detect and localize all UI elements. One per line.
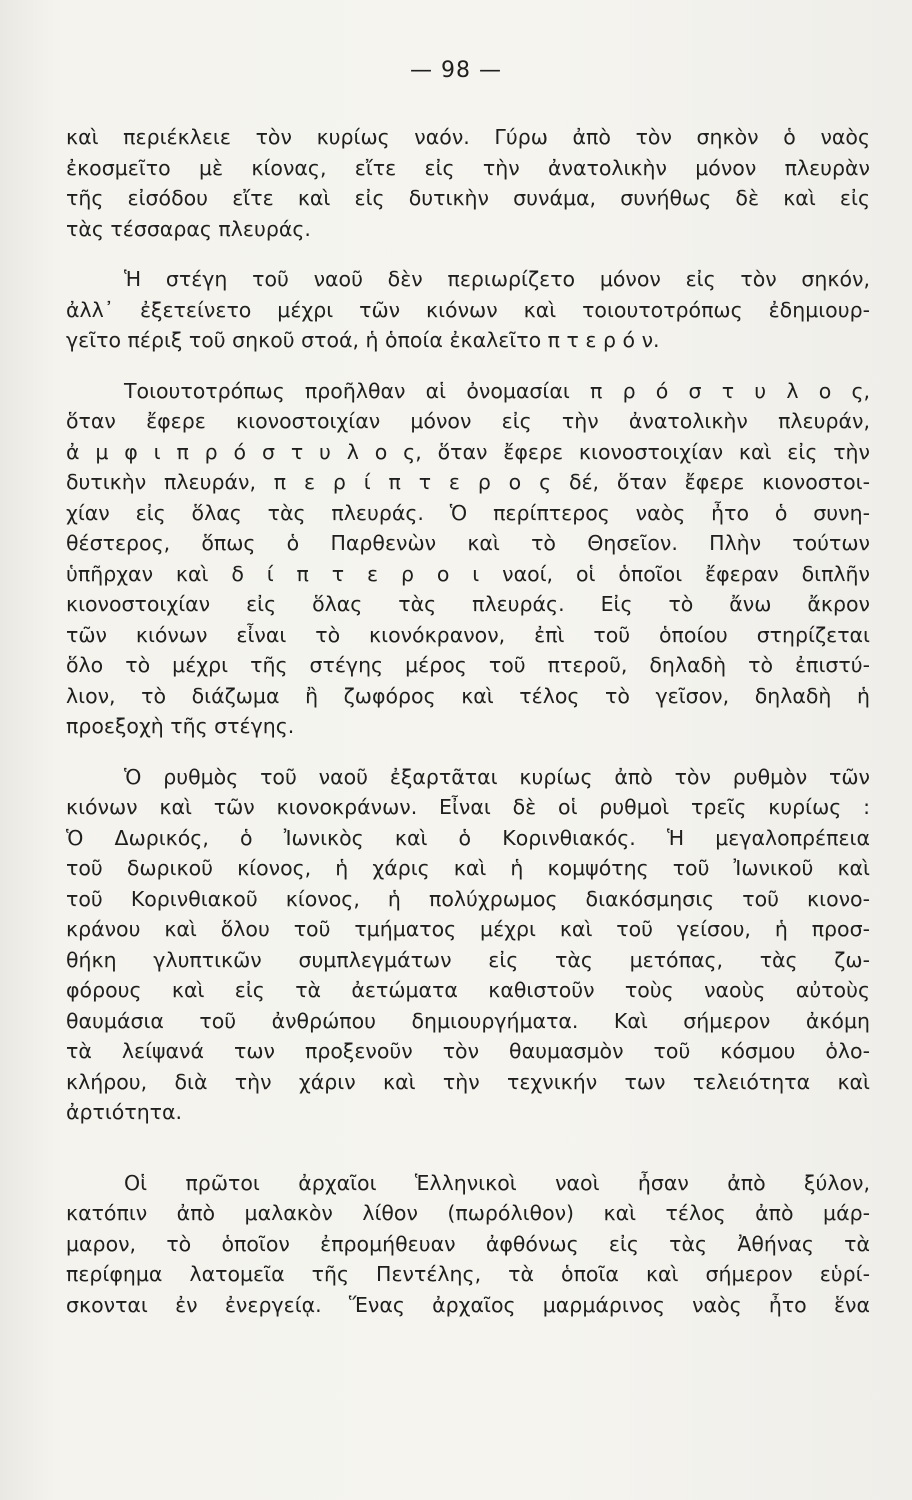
text-line: Οἱ πρῶτοι ἀρχαῖοι Ἑλληνικοὶ ναοὶ ἦσαν ἀπὸ ξύλον, — [124, 1170, 870, 1195]
text-line: περίφημα λατομεῖα τῆς Πεντέλης, τὰ ὁποῖα καὶ σήμερον εὑρί- — [66, 1262, 870, 1286]
text-line: μαρον, τὸ ὁποῖον ἐπρομήθευαν ἀφθόνως εἰς τὰς Ἀθήνας τὰ — [66, 1231, 870, 1256]
text-line: κλήρου, διὰ τὴν χάριν καὶ τὴν τεχνικήν των τελειότητα καὶ — [66, 1069, 870, 1094]
body-text — [66, 122, 870, 1340]
text-line: θαυμάσια τοῦ ἀνθρώπου δημιουργήματα. Καὶ σήμερον ἀκόμη — [66, 1008, 870, 1033]
text-line: κιόνων καὶ τῶν κιονοκράνων. Εἶναι δὲ οἱ ρυθμοὶ τρεῖς κυρίως : — [66, 795, 870, 819]
text-line: γεῖτο πέριξ τοῦ σηκοῦ στοά, ἡ ὁποία ἐκαλεῖτο π τ ε ρ ό ν. — [66, 328, 660, 352]
text-line: τῶν κιόνων εἶναι τὸ κιονόκρανον, ἐπὶ τοῦ ὁποίου στηρίζεται — [66, 622, 870, 647]
text-line: κράνου καὶ ὅλου τοῦ τμήματος μέχρι καὶ τοῦ γείσου, ἡ προσ- — [66, 917, 870, 941]
paragraph — [66, 264, 870, 356]
text-line: ὅταν ἔφερε κιονοστοιχίαν μόνον εἰς τὴν ἀνατολικὴν πλευράν, — [66, 409, 870, 433]
paragraph — [66, 762, 870, 1128]
text-line: σκονται ἐν ἐνεργείᾳ. Ἕνας ἀρχαῖος μαρμάρινος ναὸς ἦτο ἕνα — [66, 1292, 870, 1317]
text-line: προεξοχὴ τῆς στέγης. — [66, 714, 295, 738]
text-line: θήκη γλυπτικῶν συμπλεγμάτων εἰς τὰς μετόπας, τὰς ζω- — [66, 947, 870, 972]
text-line: κιονοστοιχίαν εἰς ὅλας τὰς πλευράς. Εἰς τὸ ἄνω ἄκρον — [66, 592, 870, 616]
text-line: ἀλλ᾽ ἐξετείνετο μέχρι τῶν κιόνων καὶ τοιουτοτρόπως ἐδημιουρ- — [66, 297, 870, 322]
text-line: τοῦ Κορινθιακοῦ κίονος, ἡ πολύχρωμος διακόσμησις τοῦ κιονο- — [66, 886, 870, 911]
text-line: δυτικὴν πλευράν, π ε ρ ί π τ ε ρ ο ς δέ, ὅταν ἔφερε κιονοστοι- — [66, 470, 870, 494]
text-line: ὑπῆρχαν καὶ δ ί π τ ε ρ ο ι ναοί, οἱ ὁποῖοι ἔφεραν διπλῆν — [66, 561, 870, 586]
paragraph — [66, 1168, 870, 1321]
text-line: καὶ περιέκλειε τὸν κυρίως ναόν. Γύρω ἀπὸ τὸν σηκὸν ὁ ναὸς — [66, 125, 870, 149]
text-line: Ἡ στέγη τοῦ ναοῦ δὲν περιωρίζετο μόνον εἰς τὸν σηκόν, — [124, 267, 870, 291]
text-line: ἀρτιότητα. — [66, 1100, 183, 1124]
text-line: ὅλο τὸ μέχρι τῆς στέγης μέρος τοῦ πτεροῦ, δηλαδὴ τὸ ἐπιστύ- — [66, 653, 870, 677]
text-line: χίαν εἰς ὅλας τὰς πλευράς. Ὁ περίπτερος ναὸς ἦτο ὁ συνη- — [66, 500, 870, 525]
text-line: Ὁ Δωρικός, ὁ Ἰωνικὸς καὶ ὁ Κορινθιακός. Ἡ μεγαλοπρέπεια — [66, 825, 870, 850]
paragraph — [66, 122, 870, 244]
text-line: τῆς εἰσόδου εἴτε καὶ εἰς δυτικὴν συνάμα, συνήθως δὲ καὶ εἰς — [66, 186, 870, 210]
text-line: ἐκοσμεῖτο μὲ κίονας, εἴτε εἰς τὴν ἀνατολικὴν μόνον πλευρὰν — [66, 155, 870, 180]
text-line: θέστερος, ὅπως ὁ Παρθενὼν καὶ τὸ Θησεῖον. Πλὴν τούτων — [66, 531, 870, 555]
text-line: τοῦ δωρικοῦ κίονος, ἡ χάρις καὶ ἡ κομψότης τοῦ Ἰωνικοῦ καὶ — [66, 856, 870, 880]
text-line: Τοιουτοτρόπως προῆλθαν αἱ ὀνομασίαι π ρ ό σ τ υ λ ο ς, — [124, 378, 870, 403]
paragraph — [66, 376, 870, 742]
text-line: Ὁ ρυθμὸς τοῦ ναοῦ ἐξαρτᾶται κυρίως ἀπὸ τὸν ρυθμὸν τῶν — [124, 764, 870, 789]
text-line: κατόπιν ἀπὸ μαλακὸν λίθον (πωρόλιθον) καὶ τέλος ἀπὸ μάρ- — [66, 1201, 870, 1225]
page-number: — 98 — — [410, 58, 502, 83]
text-line: λιον, τὸ διάζωμα ἢ ζωφόρος καὶ τέλος τὸ γεῖσον, δηλαδὴ ἡ — [66, 683, 870, 708]
text-line: τὰς τέσσαρας πλευράς. — [66, 216, 311, 241]
text-line: ἀ μ φ ι π ρ ό σ τ υ λ ο ς, ὅταν ἔφερε κιονοστοιχίαν καὶ εἰς τὴν — [66, 439, 870, 464]
text-line: τὰ λείψανά των προξενοῦν τὸν θαυμασμὸν τοῦ κόσμου ὁλο- — [66, 1039, 870, 1063]
text-line: φόρους καὶ εἰς τὰ ἀετώματα καθιστοῦν τοὺς ναοὺς αὐτοὺς — [66, 978, 870, 1002]
